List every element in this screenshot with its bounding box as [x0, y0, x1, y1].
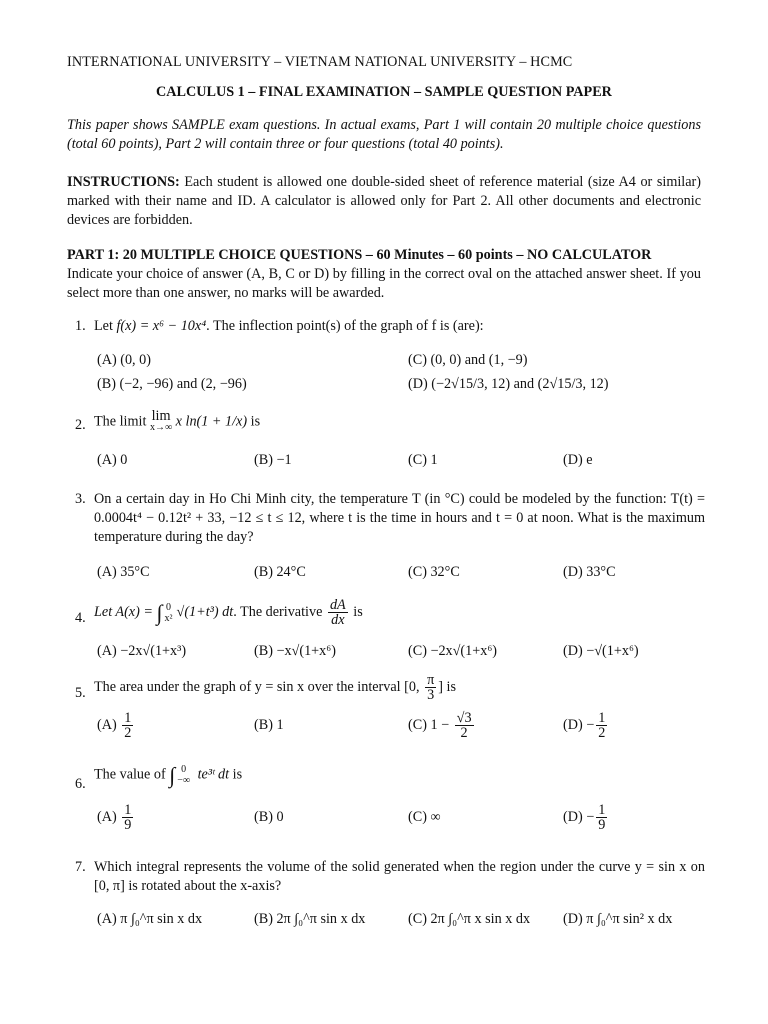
- question-6-text: [94, 764, 242, 786]
- question-2-option-a[interactable]: (A) 0: [97, 452, 128, 468]
- question-5-option-c[interactable]: [408, 711, 476, 740]
- option-fraction: [596, 711, 607, 740]
- fraction-denominator: 2: [598, 725, 606, 741]
- limit-label: lim: [151, 408, 171, 424]
- question-2-suffix: is: [247, 413, 261, 430]
- question-2-option-c[interactable]: (C) 1: [408, 452, 438, 468]
- question-4-text: [94, 598, 363, 627]
- question-4-option-b[interactable]: (B) −x√(1+x⁶): [254, 643, 336, 659]
- question-5-number: 5.: [75, 685, 86, 701]
- question-2-text: [94, 410, 260, 434]
- option-fraction: [455, 711, 474, 740]
- question-7-number: 7.: [75, 859, 86, 875]
- lower-limit: x²: [164, 612, 173, 624]
- question-4-suffix: is: [349, 603, 363, 620]
- question-1-math: f(x) = x⁶ − 10x⁴: [116, 318, 207, 334]
- question-3-option-a[interactable]: (A) 35°C: [97, 564, 150, 580]
- question-7-text: Which integral represents the volume of the solid generated when the region under the curve y = sin x on [0, π] is rotated about the x-axis?: [94, 859, 705, 894]
- question-1-option-d[interactable]: (D) (−2√15/3, 12) and (2√15/3, 12): [408, 376, 609, 392]
- question-3-text: On a certain day in Ho Chi Minh city, the temperature T (in °C) could be modeled by the function: T(t) = 0.0004t⁴ − 0.12t² + 33, −12 ≤ t ≤ 12, where t is the time in hours and t = 0 at noon. What is the maximum temperature during the day?: [94, 491, 705, 545]
- option-label: (A): [97, 808, 117, 825]
- fraction-denominator: 3: [427, 687, 435, 703]
- question-6-option-a[interactable]: [97, 803, 135, 832]
- integral-sign: ∫: [156, 600, 163, 625]
- question-3-option-d[interactable]: (D) 33°C: [563, 564, 616, 580]
- question-1-option-b[interactable]: (B) (−2, −96) and (2, −96): [97, 376, 247, 392]
- question-5-option-d[interactable]: [563, 711, 609, 740]
- question-6-suffix: is: [229, 766, 243, 783]
- fraction-numerator: 1: [598, 802, 606, 818]
- question-5-suffix: ] is: [438, 678, 456, 695]
- intro-paragraph: This paper shows SAMPLE exam questions. In actual exams, Part 1 will contain 20 multiple choice questions (total 60 points), Part 2 will contain three or four questions (total 40 points).: [67, 117, 701, 152]
- question-4-option-a[interactable]: (A) −2x√(1+x³): [97, 643, 187, 659]
- question-6-option-b[interactable]: (B) 0: [254, 809, 284, 825]
- option-label: (D) −: [563, 716, 595, 733]
- question-7-option-a[interactable]: (A) π ∫₀^π sin x dx: [97, 911, 203, 927]
- fraction-denominator: 9: [598, 817, 606, 833]
- integrand: te³ᵗ dt: [197, 766, 230, 783]
- question-3-option-c[interactable]: (C) 32°C: [408, 564, 460, 580]
- question-2-option-b[interactable]: (B) −1: [254, 452, 292, 468]
- question-4-middle: . The derivative: [233, 603, 326, 620]
- question-1-option-a[interactable]: (A) (0, 0): [97, 352, 151, 368]
- question-1-option-c[interactable]: (C) (0, 0) and (1, −9): [408, 352, 528, 368]
- option-fraction: [122, 803, 133, 832]
- interval-fraction: [425, 673, 436, 702]
- question-3-option-b[interactable]: (B) 24°C: [254, 564, 306, 580]
- integrand: √(1+t³) dt: [176, 603, 234, 620]
- option-fraction: [596, 803, 607, 832]
- fraction-denominator: 2: [460, 725, 468, 741]
- instructions-label: INSTRUCTIONS:: [67, 174, 180, 190]
- question-6-option-c[interactable]: (C) ∞: [408, 809, 441, 825]
- part1-heading: PART 1: 20 MULTIPLE CHOICE QUESTIONS – 60 Minutes – 60 points – NO CALCULATOR: [67, 247, 652, 263]
- instructions-text: Each student is allowed one double-sided sheet of reference material (size A4 or similar) marked with their name and ID. A calculator is allowed only for Part 2. All other documents and electronic devices are forbidden.: [67, 174, 701, 228]
- derivative-fraction: [328, 598, 348, 627]
- limit-operator: [150, 410, 172, 434]
- question-2-number: 2.: [75, 417, 86, 433]
- fraction-denominator: 9: [124, 817, 132, 833]
- question-4-prefix: Let A(x) =: [94, 603, 157, 620]
- question-5-option-b[interactable]: (B) 1: [254, 717, 284, 733]
- fraction-denominator: 2: [124, 725, 132, 741]
- university-header: INTERNATIONAL UNIVERSITY – VIETNAM NATIONAL UNIVERSITY – HCMC: [67, 54, 573, 70]
- upper-limit: 0: [181, 764, 187, 775]
- question-3: [75, 490, 705, 547]
- question-4-option-d[interactable]: (D) −√(1+x⁶): [563, 643, 639, 659]
- question-2-option-d[interactable]: (D) e: [563, 452, 593, 468]
- instructions-paragraph: [67, 173, 701, 230]
- upper-limit: 0: [166, 601, 172, 613]
- question-6-number: 6.: [75, 776, 86, 792]
- option-label: (A): [97, 716, 117, 733]
- limit-subscript: x→∞: [149, 422, 173, 433]
- fraction-numerator: 1: [124, 710, 132, 726]
- question-2-math: x ln(1 + 1/x): [172, 413, 248, 430]
- question-1-prefix: Let: [94, 318, 117, 334]
- integral-limits: [163, 602, 175, 624]
- integral-sign: ∫: [169, 762, 176, 788]
- question-7: [75, 858, 705, 896]
- question-6-option-d[interactable]: [563, 803, 609, 832]
- question-5-option-a[interactable]: [97, 711, 135, 740]
- question-6-prefix: The value of: [94, 766, 170, 783]
- fraction-numerator: π: [427, 672, 435, 688]
- page-title: CALCULUS 1 – FINAL EXAMINATION – SAMPLE QUESTION PAPER: [156, 84, 612, 100]
- option-label: (C) 1 −: [408, 716, 450, 733]
- question-7-option-d[interactable]: (D) π ∫₀^π sin² x dx: [563, 911, 673, 927]
- integral-limits: [175, 764, 192, 786]
- fraction-numerator: √3: [456, 710, 472, 726]
- question-7-option-b[interactable]: (B) 2π ∫₀^π sin x dx: [254, 911, 366, 927]
- question-5-prefix: The area under the graph of y = sin x over the interval [0,: [94, 678, 424, 695]
- question-5-text: [94, 673, 456, 702]
- lower-limit: −∞: [177, 775, 191, 786]
- option-fraction: [122, 711, 133, 740]
- question-2-prefix: The limit: [94, 413, 150, 430]
- question-7-option-c[interactable]: (C) 2π ∫₀^π x sin x dx: [408, 911, 531, 927]
- fraction-numerator: 1: [598, 710, 606, 726]
- question-1-number: 1.: [75, 318, 86, 334]
- question-4-option-c[interactable]: (C) −2x√(1+x⁶): [408, 643, 498, 659]
- fraction-numerator: dA: [329, 597, 346, 613]
- part1-description: Indicate your choice of answer (A, B, C or D) by filling in the correct oval on the attached answer sheet. If you select more than one answer, no marks will be awarded.: [67, 266, 701, 301]
- option-label: (D) −: [563, 808, 595, 825]
- question-3-number: 3.: [75, 491, 86, 507]
- question-4-number: 4.: [75, 610, 86, 626]
- fraction-numerator: 1: [124, 802, 132, 818]
- fraction-denominator: dx: [331, 612, 345, 628]
- question-1-suffix: . The inflection point(s) of the graph of f is (are):: [206, 318, 484, 334]
- question-1-text: [94, 317, 484, 336]
